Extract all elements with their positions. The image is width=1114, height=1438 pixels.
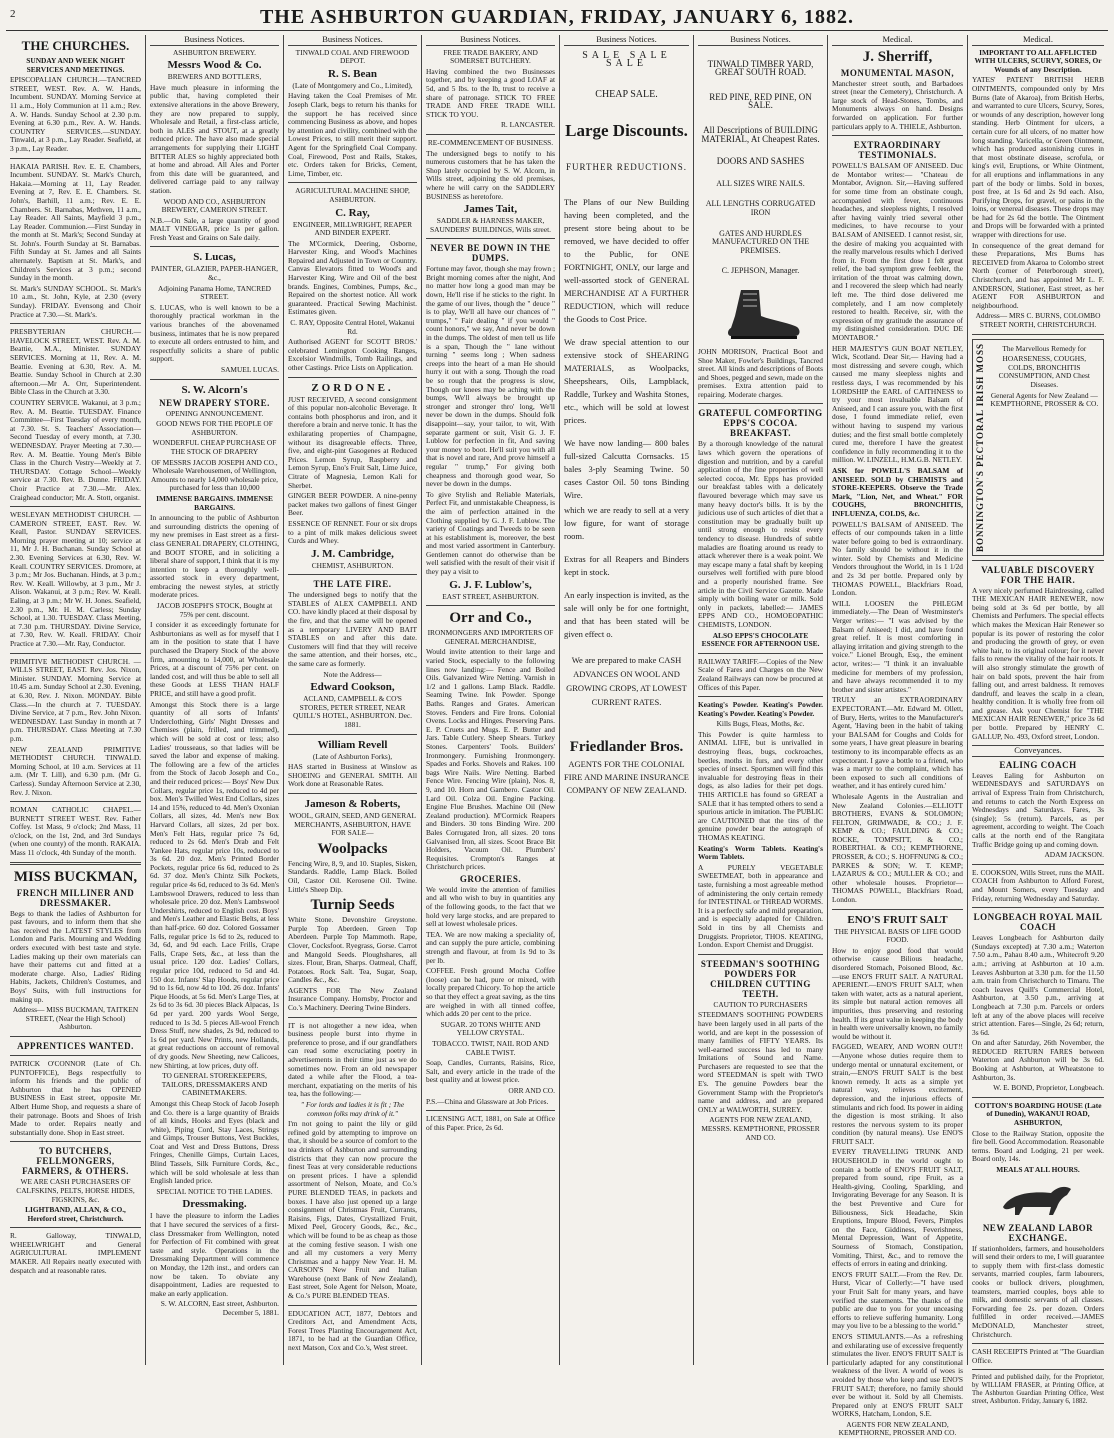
railway-tariff: RAILWAY TARIFF.—Copies of the New Scale of Fares and Charges on the New Zealand Railways can now be procured at Offices of this Paper. <box>698 656 823 692</box>
bonnington-list: HOARSENESS, COUGHS, COLDS, BRONCHITIS CONSUMPTION, AND Chest Diseases. <box>998 354 1090 389</box>
column-heading: Business Notices. <box>288 35 417 46</box>
cookson-note: Note the Address— <box>323 669 382 679</box>
steedman-heading: STEEDMAN'S SOOTHING POWDERS FOR CHILDREN CUTTING TEETH. <box>700 958 821 999</box>
alcorn-signature: S. W. ALCORN, East street, Ashburton. December 5, 1881. <box>160 1299 279 1317</box>
zordone-body: JUST RECEIVED, A second consignment of this popular non-alcoholic Beverage. It contains both phosphorus and iron, and it therefore a brain and nerve tonic. It has the exhilarating properties of Champagne, without its disagreeable effects. Three, five, and eight-pint Gasogenes at Reduced Prices. Lemon Syrup, Raspberry and Lemon Syrup, Eno's Fruit Salt, Lime Juice, Citrate of Magnesia, Lemon Kali for Sherbet. <box>288 394 417 490</box>
lucas-address: Adjoining Panama Home, TANCRED STREET. <box>158 283 271 302</box>
landing-notice: We have now landing— 800 bales full-sized Calcutta Cornsacks. 15 bales 3-ply Seaming Twine. 50 cases Castor Oil. 50 tons Binding Wire. <box>564 437 689 500</box>
bean-body: Having taken the Coal Premises of Mr. Joseph Clark, begs to return his thanks for the support he has received since commencing Business as above, and hopes by attention and civility, combined with the Lowest Prices, to still merit their support. Agent for the Springfield Coal Company. Coal, Firewood, Post and Rails, Stakes, etc. Orders taken for Bricks, Cement, Lime, Timber, etc. <box>288 91 417 178</box>
longbeach-heading: LONGBEACH ROYAL MAIL COACH <box>973 912 1103 933</box>
orr-ps: P.S.—China and Glassware at Job Prices. <box>426 1096 549 1106</box>
hakaia-week-notice: St. Mark's SUNDAY SCHOOL. St. Mark's 10 a.m., St. John, Kyle, at 2.30 (every Sunday). FRIDAY. Evensong and Choir Practice at 7.30.—St. Mark's. <box>10 283 141 319</box>
buckman-title: MISS BUCKMAN, <box>13 868 138 885</box>
advances-notice: We are prepared to make CASH ADVANCES ON WOOL AND GROWING CROPS, AT LOWEST CURRENT RATES. <box>566 654 687 707</box>
lucas-subtitle: PAINTER, GLAZIER, PAPER-HANGER, &c., <box>151 264 278 283</box>
steedman-caution: CAUTION TO PURCHASERS <box>713 999 808 1009</box>
bakery-title: FREE TRADE BAKERY, AND SOMERSET BUTCHERY. <box>443 47 538 66</box>
keating-powder-list: Keating's Powder. Keating's Powder. Keating's Powder. Keating's Powder. <box>698 700 823 718</box>
ealing-heading: EALING COACH <box>999 759 1077 770</box>
labor-exchange-body: If stationholders, farmers, and householders will send their orders to me, I will guarantee to supply them with first-class domestic servants, married couples, farm labourers, cooks or bullock drivers, ploughmen, teamsters, married couples, boys able to milk, and domestic servants of all classes. Forwarding fee 2s. per dozen. Orders fulfilled in order received.—JAMES McDONALD, Manchester street, Christchurch. <box>972 1243 1104 1339</box>
tea-body: IT is not altogether a new idea, when business people burst into rhyme in preference to prose, and if our grandfathers can read some excruciating poetry in advertisements in their time just as we do sometimes now. From an old newspaper dated a while after the Flood, a tea-merchant, expatiating on the merits of his tea, has the following:— <box>288 1020 417 1099</box>
ulcer-heading: IMPORTANT TO ALL AFFLICTED WITH ULCERS, SCURVY, SORES, Or Wounds of any Description. <box>974 47 1102 74</box>
groceries-title: GROCERIES. <box>459 873 522 884</box>
further-reductions: FURTHER REDUCTIONS. <box>566 162 687 173</box>
churches-subtitle: SUNDAY AND WEEK NIGHT SERVICES AND MEETINGS. <box>26 56 125 74</box>
powell-phlegm: WILL LOOSEN the PHLEGM immediately.—The Dean of Westminster's Verger writes:— "I was advised by the Balsam of Aniseed; I did, and have found great relief. It is most comforting in allaying irritation and giving strength to the voice." Lionel Brough, Esq., the eminent actor, writes:— "I think it an invaluable medicine for members of my profession, and have always recommended it to my brother and sister artistes." <box>832 598 963 694</box>
extras-notice: Extras for all Reapers and Binders kept in stock. <box>564 553 689 577</box>
columns <box>6 34 1108 1438</box>
brewery-heading: ASHBURTON BREWERY. <box>172 47 257 57</box>
morison-notice: JOHN MORISON, Practical Boot and Shoe Maker, Fowler's Buildings, Tancred street. All kinds and descriptions of Boots and Shoes, pegged and sewn, made on the premises. Extra attention paid to repairing. Moderate charges. <box>698 346 823 399</box>
woods-title: Messrs Wood & Co. <box>167 59 262 72</box>
sale-banner: SALE SALE SALE <box>582 49 671 70</box>
column-churches <box>6 35 146 1365</box>
sugar-notice: SUGAR. 20 TONS WHITE AND YELLOW CRYSTAL. <box>440 1019 541 1038</box>
boot-illustration <box>719 286 803 342</box>
presbyterian-notice: PRESBYTERIAN CHURCH.—HAVELOCK STREET, WEST. Rev. A. M. Beattie, M.A., Minister. SUNDAY SERVICES. Morning at 11, Rev. A. M. Beattie. Evening at 6.30, Rev. A. M. Beattie. Sunday School in Church at 2.30 afternoon.—Mr A. Orr, Superintendent. Bible Class in the Church at 3.30. <box>10 327 141 397</box>
tinwald-nails: ALL SIZES WIRE NAILS. <box>716 178 805 188</box>
tinwald-doors: DOORS AND SASHES <box>716 156 805 167</box>
soap-notice: Soap, Candles, Currants, Raisins, Rice, Salt, and every article in the trade of the best quality and at lowest price. <box>426 1058 555 1085</box>
tinwald-heading: TINWALD TIMBER YARD, GREAT SOUTH ROAD. <box>707 58 814 78</box>
woods-subtitle: BREWERS AND BOTTLERS, <box>167 72 262 82</box>
lucas-body: S. LUCAS, who is well known to be a thoroughly practical workman in the various branches of the abovenamed business, intimates that he is now prepared to execute all orders entrusted to him, and respectfully solicits a share of public support. <box>150 302 279 364</box>
testimonials-heading: EXTRAORDINARY TESTIMONIALS. <box>853 140 942 161</box>
oconnor-notice: PATRICK O'CONNOR (Late of Ch. PUNTOFFICE), Begs respectfully to inform his friends and the public of Ashburton that he has OPENED BUSINESS in East street, opposite Mr. Albert Hume Shop, and requests a share of their patronage. Boots and Shoes of Irish Made to order. Repairs neatly and substantially done. Shop in East street. <box>10 1058 141 1137</box>
jameson-subtitle: WOOL, GRAIN, SEED, AND GENERAL MERCHANTS, ASHBURTON, HAVE FOR SALE— <box>288 810 417 838</box>
burns-address: Address— MRS C. BURNS, COLOMBO STREET NORTH, CHRISTCHURCH. <box>975 311 1101 329</box>
hair-body: A very nicely perfumed Hairdressing, called THE MEXICAN HAIR RENEWER, now being sold at 3s 6d per bottle, by all Chemists and Perfumers. The special effects which makes the Mexican Hair Renewer so popular is its power of restoring the color and producing the growth of grey, or even white hair, to its original colour; for it never fails to renew the vitality of the hair roots. It will also strongly stimulate the growth of hair on bald spots, prevent the hair from falling out, and arrest baldness. It removes dandruff, and leaves the scalp in a clean, healthy condition. It is wholly free from oil and grease. Ask your Chemist for "THE MEXICAN HAIR RENEWER," price 3s 6d per bottle. Prepared by HENRY C. GALLUP, No. 493, Oxford street, London. <box>972 585 1104 741</box>
revell-subtitle: (Late of Ashburton Forks), <box>312 751 393 761</box>
coffee-notice: COFFEE. Fresh ground Mocha Coffee (loose) can be had, pure or mixed, with locally prepared Chicory. To hop the article so that they effect a great saving, as the tins are weighed in with all tinned coffee, which adds 20 per cent to the price. <box>426 966 555 1019</box>
ginger-beer: GINGER BEER POWDER. A nine-penny packet makes two gallons of finest Ginger Beer. <box>288 491 417 518</box>
powell-wholesale: Wholesale Agents in the Australian and New Zealand Colonies.—ELLIOTT BROTHERS, EVANS & SOLOMON; FELTON, GRIMWADE, & CO.; J. F. KEMP & CO.; FAULDING & CO.; ROCKE, TOMPSITT, & CO.; ROBERTHAL & CO.; KEMPTHORNE, PROSSER, & CO.; S. HOFFNUNG & CO.; PARKES & SON; W. T. KEMP; LAZARUS & CO.; MULLER & CO.; and other wholesale houses. Proprietor—THOMAS POWELL, Blackfriars Road, London. <box>832 791 964 905</box>
dumps-verse: Fortune may favor, though she may frown ; Bright morning comes after the night, And no matter how long a good man may be down, He'll rise if he sticks to the right. In the game of our lives, though the " deuce " is to play, We'll all have our chances of " trumps," " Fair dealing " if you would " count honors," we say, And never be down in the dumps. The oldest of men tell us life is a span, Though the " lane without turning " seems long ; When sadness creeps into the heart of a man He should hurry it out with a song. Though the road be so rough that the progress is slow, Though our knees may be aching with the bumps, We'll always be brought up stronger and stronger thro' long, We'll never be down in the dumps. Should folk disappoint—say, your tailor, to wit, With separate garment or suit, Visit G. J. F. Lublow for perfection in fit, And saving your money to boot. He'll suit you with all that is novel and rare, And prove himself a regular " trump," For giving both cheapness and thorough good wear, So never be down in the dumps. <box>426 264 555 489</box>
column-heading: Business Notices. <box>564 35 689 46</box>
alcorn-wonderful: WONDERFUL CHEAP PURCHASE OF THE STOCK OF DRAPERY <box>152 438 277 456</box>
lucas-signature: SAMUEL LUCAS. <box>220 365 279 374</box>
apprentices-wanted: APPRENTICES WANTED. <box>17 1040 134 1051</box>
steedman-body: STEEDMAN'S SOOTHING POWDERS have been largely used in all parts of the world, and are kept in the possession of many families of FIFTY YEARS. Its well-earned success has led to many Imitations of Sound and Name. Purchasers are requested to see that the word STEEDMAN is spelt with TWO E's. The genuine Powders bear the Government Stamp with the Proprietor's name and address, and are prepared ONLY at WALWORTH, SURREY. <box>698 1010 823 1114</box>
woods-nb: N.B.—On Sale, a large quantity of good MALT VINEGAR, price 1s per gallon. Fresh Yeast and Grains on Sale daily. <box>150 215 279 242</box>
longbeach-body: Leaves Longbeach for Ashburton daily (Sundays excepted) at 7.30 a.m.; Waterton 7.50 a.m., Pahau 8.40 a.m., Whitecroft 9.20 a.m.; arriving at Ashburton at 10 a.m. Leaves Ashburton at 3.30 p.m. for the 11.50 a.m. train from Christchurch to Timaru. The coach leaves Quill's Commercial Hotel, Ashburton, at 3.50 p.m., arriving at Longbeach at 7.30 p.m. Parcels or orders left at any of the above places will receive strict attention. Fares—Single, 2s 6d; return, 3s 6d. <box>972 933 1104 1037</box>
alcorn-immense: IMMENSE BARGAINS. IMMENSE BARGAINS. <box>156 493 273 512</box>
tinwald-materials: All Descriptions of BUILDING MATERIAL, At Cheapest Rates. <box>701 124 820 144</box>
bakery-body: Having combined the two Businesses together, and by keeping a good LOAF at 5d, and 5 lbs. to the lb, trust to receive a share of patronage. STICK TO FREE TRADE AND FREE TRADE WILL STICK TO YOU. <box>426 66 555 119</box>
ealing-body: Leaves Ealing for Ashburton on WEDNESDAYS and SATURDAYS on arrival of Express Train from Christchurch, and returns to catch the North Express on Wednesdays and Saturdays. Fares, 3s (single); 5s (return). Parcels, as per agreement, according to weight. The Coach calls at the north end of the Rangitata Traffic Bridge going up and coming down. <box>972 770 1104 849</box>
alcorn-opening: OPENING ANNOUNCEMENT. <box>165 408 264 418</box>
bond-signature: W. E. BOND, Proprietor, Longbeach. <box>993 1083 1104 1093</box>
labor-exchange-heading: NEW ZEALAND LABOR EXCHANGE. <box>982 1222 1094 1243</box>
horse-illustration <box>993 1179 1083 1219</box>
revell-body: HAS started in Business at Winslow as SHOEING and GENERAL SMITH. All Work done at Reasonable Rates. <box>288 762 417 789</box>
woods-body: Have much pleasure in informing the public that, having completed their extensive alterations in the above Brewery, they are now prepared to supply, Wholesale and Retail, a first-class article, both in ALES and STOUT, at a greatly reduced price. The have also made special arrangements for supplying their LIGHT BITTER ALES so highly appreciated both at home and abroad. All Ales and Porter from this date will be guaranteed, and delivered carriage paid to any railway station. <box>150 82 279 195</box>
longbeach-after: On and after Saturday, 26th November, the REDUCED RETURN FARES between Waterton and Ashburton will be 3s 6d. Booking at Ashburton, at Wheatstone to Ashburton, 3s. <box>972 1038 1104 1082</box>
cash-buyers: WE ARE CASH PURCHASERS OF CALFSKINS, PELTS, HORSE HIDES, FIGSKINS, &c. <box>16 1177 135 1204</box>
powell-linzell: HER MAJESTY'S GUN BOAT NETLEY, Wick, Scotland. Dear Sir,— Having had a most distressing and severe cough, which caused me many sleepless nights and restless days, I was recommended by his LORDSHIP the EARL of CAITHNESS to try your most invaluable Balsam of Aniseed, and I can assure you, with the first dose, I found immediate relief, even without having to suspend my various duties; and the first small bottle completely cured me, therefore I have the greatest confidence in fully recommending it to the million. W. LINZELL, H.M.G.B. NETLEY. <box>832 343 963 465</box>
worm-body: A PURELY VEGETABLE SWEETMEAT, both in appearance and taste, furnishing a most agreeable method of administering the only certain remedy for INTESTINAL or THREAD WORMS. It is a perfectly safe and mild preparation, and is especially adapted for Children. Sold in tins by all Chemists and Druggists. Proprietor, THOS. KEATING, London. Export Chemist and Druggist. <box>698 862 823 950</box>
jameson-title: Jameson & Roberts, <box>304 797 401 810</box>
jameson-agents: AGENTS FOR The New Zealand Insurance Company. Hornsby, Proctor and Co.'s Machinery. Deering Twine Binders. <box>288 985 417 1013</box>
eno-agents: AGENTS FOR NEW ZEALAND, KEMPTHORNE, PROSSER AND CO. <box>838 1419 957 1438</box>
alcorn-good-news: GOOD NEWS FOR THE PEOPLE OF ASHBURTON. <box>156 419 273 437</box>
alcorn-jacob-stock: JACOB JOSEPH'S STOCK, Bought at 75% per cent. discount. <box>156 601 273 619</box>
cash-receipts: CASH RECEIPTS Printed at "The Guardian Office. <box>972 1347 1104 1365</box>
column-heading: Business Notices. <box>426 35 555 46</box>
column-heading: Medical. <box>972 35 1104 46</box>
landing-body: which we are ready to sell at a very low figure, for want of storage room. <box>564 504 689 541</box>
hakaia-notice: HAKAIA PARISH. Rev. E. E. Chambers, Incumbent. SUNDAY. St. Mark's Church, Hakaia.—Morning at 11, Lay Reader. Evening at 7, Rev. E. E. Chambers. St. John's, Barhill, 11 a.m.; Rev. E. E. Chambers. St. Barnabas, Methven, 11 a.m., Lay Reader. All Saints, Mayfield 3 p.m., Lay Reader. Communion.—First Sunday in the month at St. Mark's; Second Sunday at St. John's. Fourth Sunday at St. Barnabas. Fifth Sunday at St. James and all Saints alternately. Baptism at St. Mark's, and Children's Services at 3 p.m.; second Sunday in the month. <box>10 161 141 283</box>
eno-testimonial: ENO'S FRUIT SALT.—From the Rev. Dr. Hurst, Vicar of Collerly:—"I have used your Fruit Salt for many years, and have verified the statements. The thanks of the public are due to you for your unceasing efforts to relieve suffering humanity. Long may you live to be a blessing to the world." <box>832 1269 963 1331</box>
catholic-notice: ROMAN CATHOLIC CHAPEL.—BURNETT STREET WEST. Rev. Father Coffey. 1st Mass, 9 o'clock; 2nd Mass, 11 o'clock, on the 1st, 2nd, and 3rd Sundays (when one county) of the month. RAKAIA. Mass 11 o'clock, 4th Sunday of the month. <box>10 805 141 858</box>
column-business-2 <box>284 35 422 1365</box>
episcopalian-notice: EPISCOPALIAN CHURCH.—TANCRED STREET, WEST. Rev. A. W. Hands, Incumbent. SUNDAY. Morning Service at 11 a.m., Holy Communion at 11 a.m.; Rev. A. W. Hands. Sunday School at 2.30 p.m. Evening at 6.30 p.m., Rev. A. W. Hands. COUNTRY SERVICES.—SUNDAY. Tinwald, at 3 p.m., Lay Reader. Seafield, at 3 p.m., Lay Reader. <box>10 75 141 153</box>
tinwald-gates: GATES AND HURDLES MANUFACTURED ON THE PREMISES. <box>711 228 810 255</box>
cotton-body: Close to the Railway Station, opposite the fire bell. Good Accommodation. Reasonable terms. Board and Lodging, 21 per week. Board only, 14s. <box>972 1128 1104 1164</box>
alcorn-title: S. W. Alcorn's <box>181 383 248 396</box>
sale-body: The Plans of our New Building having been completed, and the present store being about to be removed, we have decided to offer to the Public, for ONE FORTNIGHT, ONLY, our large and well-assorted stock of GENERAL MERCHANDISE AT A FURTHER REDUCTION, which will reduce the Goods to Cost Price. <box>564 196 689 324</box>
sherriff-body: Manchester street south, and Barbadoes street (near the Cemetery), Christchurch. A large stock of Head-Stones, Tombs, and Monuments always on hand. Designs forwarded on application. For further particulars apply to A. THIELE, Ashburton. <box>832 78 963 131</box>
orr-title: Orr and Co., <box>449 610 532 627</box>
meals-notice: MEALS AT ALL HOURS. <box>996 1165 1080 1174</box>
tait-body: The undersigned begs to notify to his numerous customers that he has taken the Shop lately occupied by S. W. Alcorn, in Wills street, adjoining the old premises, where he will carry on the SADDLERY BUSINESS as heretofore. <box>426 148 555 201</box>
buckman-body: Begs to thank the ladies of Ashburton for past favours, and to inform them that she has received the LATEST STYLES from London and Paris. Mourning and Wedding orders executed with best taste and style. Ladies making up their own materials can have their patterns cut and fitted at a moderate charge. Also, Ladies' Riding Habits, Jackets, Children's Costumes, and Boys' Suits, with full instructions for making up. <box>10 908 141 1004</box>
eno-subtitle: THE PHYSICAL BASIS OF LIFE GOOD FOOD. <box>834 926 961 945</box>
late-fire-title: THE LATE FIRE. <box>313 579 392 590</box>
bean-subtitle: (Late of Montgomery and Co., Limited), <box>292 80 413 90</box>
alcorn-body-2: I consider it as exceedingly fortunate for Ashburtonians as well as for myself that I am in the position to state that I have purchased the Drapery Stock of the above firm, amounting to 14,000, at Wholesale Prices, at a discount of 75% per cent. on landed cost, and will thus be able to sell all these Goods at LESS THAN HALF PRICE, and still have a good profit. <box>150 620 279 698</box>
woolpacks-list: Fencing Wire, 8, 9, and 10. Staples, Sisken, Standards. Raddle, Lamp Black. Boiled Oil, Castor Oil. Kerosene Oil. Twine. Little's Sheep Dip. <box>288 858 417 894</box>
column-heading: Business Notices. <box>698 35 823 46</box>
eno-fagged: FAGGED, WEARY, AND WORN OUT!!—Anyone whose duties require them to undergo mental or unnatural excitement, or strain,—ENO'S FRUIT SALT is the best known remedy. It acts as a simple yet natural way, relieves excitement, depression, and the injurious effects of stimulants and rich food. Its power in aiding the digestion is most striking. It also restores the nervous system to its proper condition (by natural means). Use ENO'S FRUIT SALT. <box>832 1042 963 1146</box>
imprint: Printed and published daily, for the Proprietor, by WILLIAM FRASER, at Printing Office, at The Ashburton Guardian Printing Office, West street, Ashburton. Friday, January 6, 1882. <box>972 1374 1104 1406</box>
tailor-heading: TO GENERAL STOREKEEPERS, TAILORS, DRESSMAKERS AND CABINETMAKERS. <box>161 1071 268 1098</box>
page-number: 2 <box>10 8 17 20</box>
cambridge-title: J. M. Cambridge, <box>311 547 394 560</box>
dumps-title: NEVER BE DOWN IN THE DUMPS. <box>430 243 551 264</box>
education-notice: EDUCATION ACT, 1877, Debtors and Creditors Act, and Amendment Acts, Forest Trees Planting Encouragement Act, 1871, to be had at the Guardian Office, next Matson, Cox and Co.'s, West street. <box>288 1308 417 1353</box>
friedlander-title: Friedlander Bros. <box>569 738 684 755</box>
shearing-notice: We draw special attention to our extensive stock of SHEARING MATERIALS, as Woolpacks, Sheepshears, Oils, Lampblack, Raddle, Turkey and Washita Stones, etc., which will be sold at lowest prices. <box>564 336 689 425</box>
masthead <box>6 4 1108 31</box>
inspection-notice: An early inspection is invited, as the sale will only be for one fortnight, and that has been stated will be given effect o. <box>564 589 689 639</box>
powell-expectorant: TRULY an EXTRAORDINARY EXPECTORANT.—Mr. Edward M. Ollett, of Bury, Herts, writes to the Manufacturer's Agent, 'Having been in the habit of taking your BALSAM for Coughs and Colds for some years, I have great pleasure in bearing testimony to its incomparable effects as an expectorant. I gave a bottle to a friend, who was a martyr to the complaint, which has been exposed to such all conditions of weather, and it has entirely cured him.' <box>832 695 963 791</box>
column-medical-1 <box>828 34 968 1438</box>
tea-verse: " For lords and ladies it is fit ; The common folks may drink of it." <box>300 1100 405 1118</box>
orr-subtitle: IRONMONGERS AND IMPORTERS OF GENERAL MERCHANDISE, <box>427 628 554 646</box>
turnip-list: White Stone. Devonshire Greystone. Purple Top Aberdeen. Green Top Aberdeen. Purple Top Mammoth. Rape, Clover, Cocksfoot. Ryegrass, Gorse. Carrot and Mangold Seeds. Ploughshares, all sizes. Flour, Bran, Sharps. Oatmeal, Chaff, Potatoes. Rock Salt. Tea, Sugar, Soap, Candles &c., &c. <box>288 915 417 985</box>
ray-heading: AGRICULTURAL MACHINE SHOP, ASHBURTON. <box>295 186 410 204</box>
yates-body: YATES' PATENT BRITISH HERB OINTMENTS, compounded only by Mrs Burns (late of Akaroa), from British Herbs, and warranted to cure Ulcers, Scurvy, Sores, or wounds of any description, however long standing. Herb Ointment for ulcers, a certain cure for all ulcers, of no matter how long standing. Varicella, or Green Ointment, which has produced astonishing cures in that most obstinate disease, scrofula, or king's evil, Eruptions, or White Ointment, for all eruptions and inflammations in any part of the body or limbs. Sold in boxes, post free, at 1s 6d and 2s 9d each. Also, Purifying Drops, for gravel, or pains in the loins, or venereal diseases. These drops may be had for 2s 6d the bottle. The Ointment and Drops will be forwarded with a printed wrapper with directions for use. <box>972 75 1104 240</box>
rennet: ESSENCE OF RENNET. Four or six drops to a pint of milk makes delicious sweet Curds and Whey. <box>288 518 417 546</box>
column-business-3 <box>422 35 560 1365</box>
column-business-4 <box>560 35 694 1365</box>
dressmaking-title: Dressmaking. <box>182 1198 247 1211</box>
tailor-body: Amongst this Cheap Stock of Jacob Joseph and Co. there is a large quantity of Braids of all kinds, Hooks and Eyes (black and white), Piping Cord, Stay Laces, Strings and Gimps, Trouser Buttons, Vest Buckles, Coat and Vest and Dress Buttons, Dress Fringes, Chenille Gimps, Curtain Laces, Blind Tassels, Silk Furniture Cords, &c., which will be sold wholesale at less than English landed price. <box>150 1098 279 1186</box>
cookson-subtitle: ACLAND, CAMPBELL & CO'S STORES, PETER STREET, NEAR QUILL'S HOTEL, ASHBURTON. Dec. 1881. <box>293 694 412 729</box>
bonnington-vertical: BONNINGTON'S PECTORAL IRISH MOSS <box>975 342 985 552</box>
zordone-title: ZORDONE. <box>311 381 394 394</box>
column-medical-2 <box>968 34 1108 1406</box>
tea-notice: TEA. We are now making a speciality of, and can supply the pure article, combining strength and flavour, at from 1s 9d to 3s per lb. <box>426 929 555 965</box>
lublow-title: G. J. F. Lublow's, <box>449 578 532 591</box>
keating-body: This Powder is quite harmless to ANIMAL LIFE, but is unrivalled in destroying fleas, bugs, cockroaches, beetles, moths in furs, and every other species of insect. Sportsmen will find this invaluable for destroying fleas in their dogs, as also ladies for their pet dogs. THIS ARTICLE has found so GREAT a SALE that it has tempted others to send a spurious article in imitation. The PUBLIC are CAUTIONED that the tins of the genuine powder bear the autograph of THOMAS KEATING. <box>698 729 823 842</box>
primitive-country-notice: NEW ZEALAND PRIMITIVE METHODIST CHURCH. TINWALD. Morning School, at 10 a.m. Services at 11 a.m. (Mr T. Lill), and 6.30 p.m. (Mr G. Carless). Sunday Afternoon Service at 2.30, Rev. J. Nixon. <box>10 744 141 797</box>
special-notice: SPECIAL NOTICE TO THE LADIES. <box>156 1186 273 1196</box>
cheap-sale: CHEAP SALE. <box>595 88 658 100</box>
alcorn-body: In announcing to the public of Ashburton and surrounding districts the opening of my new premises in East street as a first-class GENERAL DRAPERY, CLOTHING, and BOOT STORE, and in soliciting a liberal share of support, I think that it is my intention to keep a thoroughly well-assorted stock in every department, embracing the newest styles, at strictly moderate prices. <box>150 513 279 600</box>
keating-worm: Keating's Worm Tablets. Keating's Worm Tablets. <box>698 843 823 862</box>
bean-title: R. S. Bean <box>328 67 377 80</box>
tinwald-iron: ALL LENGTHS CORRUGATED IRON <box>705 199 816 217</box>
cocoa-heading: GRATEFUL COMFORTING EPPS'S COCOA. BREAKFAST. <box>698 408 823 439</box>
orr-signature: ORR AND CO. <box>508 1085 555 1095</box>
column-heading: Business Notices. <box>150 35 279 46</box>
column-heading: Medical. <box>832 35 963 46</box>
adam-jackson: ADAM JACKSON. <box>1044 850 1104 860</box>
cookson-title: Edward Cookson, <box>310 681 395 694</box>
orr-body: Would invite attention to their large and varied Stock, especially to the following lines now landing:— Fence and Boiled Oils. Galvanized Wire Netting. Varnish in 1/2 and 1 gallons. Lamp Black. Raddle. Seaming Twine. Ink Powder. Sponge Baths. Ranges and Grates. American Stoves. Fenders and Fire Irons. Colonial Ovens. Locks and Hinges. Preserving Pans. E. P. Cruets and Mugs. E. P. Butter and Jars. Table Cutlery. Sheep Shears. Turkey Stones. Carpenters' Tools. Builders' Ironmongery. Furnishing Ironmongery. Spades and Forks. Shovels and Rakes. 100 bags Wire Nails. Wire Netting. Barbed Fence Wire. Fencing Wire (plain), Nos. 8, 9, and 10. Horn and Gambero. Castor Oil. Lard Oil. Colza Oil. Engine Packing. Engine Flue Brushes. Machine Oil (New Zealand production). M'Cormick Reapers and Binders. 30 tons Binding Wire. 200 Bales Corrugated Iron, all sizes. 20 tons Galvanised Iron, all sizes. Scoot Brace Bit Holders, Vacuum Oil. Plumbers' Requisites. Crompton's Ranges at Christchurch prices. <box>426 647 555 872</box>
woolpacks-title: Woolpacks <box>317 840 388 857</box>
yates-agent: In consequence of the great demand for these Preparations, Mrs Burns has RECEIVED from Akaroa to Colombo street North (corner of Peterborough street), Christchurch, and has appointed Mr L. F. ANDERSON, Stationer, East street, as her AGENT FOR ASHBURTON and neighbourhood. <box>972 240 1104 310</box>
conveyances-heading: Conveyances. <box>972 745 1104 757</box>
bean-heading: TINWALD COAL AND FIREWOOD DEPOT. <box>295 47 410 66</box>
tea-body-2: I'm not going to paint the lily or gild refined gold by attempting to improve on that, it should be a source of comfort to the tea drinkers of Ashburton and surrounding districts that they can now procure the finest Teas at very considerable reductions on present prices. I have a splendid assortment of Nelson, Moate, and Co.'s PURE BLENDED TEAS, in packets and boxes. I have also just opened up a large consignment of Christmas Fruit, Currants, Raisins, Figs, Dates, Crystallized Fruit, Mixed Peel, Grocery Goods, &c., &c., which will be found to be as cheap as those at the coming festive season. I wish one and all my customers a very Merry Christmas and a happy New Year. H. M. CARSON'S New Fruit and Italian Warehouse (next Bank of New Zealand), East street, Sole Agent for Nelson, Moate, & Co.'s PURE BLENDED TEAS. <box>288 1119 417 1301</box>
ray-signature: C. RAY, Opposite Central Hotel, Wakanui Rd. <box>290 318 415 336</box>
cambridge-subtitle: CHEMIST, ASHBURTON. <box>311 560 394 570</box>
butchers-heading: TO BUTCHERS, FELLMONGERS, FARMERS, & OTHERS. <box>22 1146 129 1177</box>
lublow-subtitle: EAST STREET, ASHBURTON. <box>442 591 539 601</box>
lucas-title: S. Lucas, <box>193 251 236 264</box>
dressmaking-body: I have the pleasure to inform the Ladies that I have secured the services of a first-class Dressmaker from Wellington, noted for Perfection of Fit combined with great taste and style. Operations in the Dressmaking Department will commence on Monday, the 12th inst., and orders can now be taken. To obviate any disappointment, Ladies are requested to make an early application. <box>150 1211 279 1298</box>
eno-heading: ENO'S FRUIT SALT <box>847 913 948 926</box>
eno-trunk: EVERY TRAVELLING TRUNK AND HOUSEHOLD in the world ought to contain a bottle of ENO'S FRUIT SALT, prepared from sound, ripe Fruit, as a Health-giving, Cooling, Sparkling, and Invigorating Beverage for any Season. It is the best Preventive and Cure for Biliousness, Sick Headache, Skin Eruptions, Impure Blood, Fevers, Pimples on the Face, Giddiness, Feverishness, Mental Depression, Want of Appetite, Sourness of Stomach, Constipation, Vomiting, Thirst, &c., and to remove the effects of errors in eating and drinking. <box>832 1147 963 1269</box>
woods-signature: WOOD AND CO., ASHBURTON BREWERY, CAMERON STREET. <box>161 196 268 215</box>
galloway-notice: R. Galloway, TINWALD, WHEELWRIGHT and General AGRICULTURAL IMPLEMENT MAKER. All Repairs neatly executed with despatch and at reasonable rates. <box>10 1231 141 1275</box>
eno-stimulants: ENO'S STIMULANTS.—As a refreshing and exhilarating use of excessive frequently stimulates the liver. ENO'S FRUIT SALT is particularly adapted for any constitutional weakness of the liver. A world of woes is avoided by those who keep and use ENO'S FRUIT SALT; therefore, no family should ever be without it. Sold by all Chemists. Prepared only at ENO'S FRUIT SALT WORKS, Hatcham, London, S.E. <box>832 1331 963 1419</box>
wesleyan-notice: WESLEYAN METHODIST CHURCH. —CAMERON STREET, EAST. Rev. W. Keall, Pastor. SUNDAY SERVICES. Morning prayer meeting at 10; service at 11, Mr J. H. Buchanan. Sunday School at 2.30. Evening Services at 6.30, Rev. W. Keall. COUNTRY SERVICES. Dromore, at 3 p.m.; Mr Jos. Buchanan. Hinds, at 3 p.m.; Rev. W. Keall. Willowby, at 3 p.m., Mr J. Alison. Wakanui, at 3 p.m.; Rev. W. Keall. Ealing, at 3 p.m.; Mr W. H. Jones. Seafield, 2.30 p.m., Mr. H. M. Carless; Sunday School, at 1.30. TUESDAY. Class Meeting, at 7.30 p.m. THURSDAY. Divine Service, at 7.30, Rev. W. Keall. FRIDAY. Choir Practice at 7.30.—Mr. Ray, Conductor. <box>10 510 141 648</box>
tait-heading: RE-COMMENCEMENT OF BUSINESS. <box>427 137 554 147</box>
tobacco-notice: TOBACCO. TWIST, NAIL ROD AND CABLE TWIST. <box>432 1038 549 1057</box>
bonnington-title: The Marvellous Remedy for <box>1002 343 1087 353</box>
groceries-body: We would invite the attention of families and all who wish to buy in quantities any of the following goods, to the fact that we hold very large stocks, and are prepared to sell at lowest wholesale prices. <box>426 884 555 929</box>
lightband-notice: LIGHTBAND, ALLAN, & CO., Hereford street, Christchurch. <box>25 1205 126 1223</box>
ray-body: The M'Cormick, Deering, Osborne, Harvester King, and Wood's Machines Repaired and Adjusted in Town or Country. Canvas Elevators fitted to Wood's and Harvester King. Wire and Oil of the best brands. Engines, Combines, Pumps, &c., Repaired on the shortest notice. All work guaranteed. Practical Sewing Machinist. Estimates given. <box>288 238 417 317</box>
masthead-title: THE ASHBURTON GUARDIAN, FRIDAY, JANUARY 6, 1882. <box>259 5 855 28</box>
tinwald-pine: RED PINE, RED PINE, ON SALE. <box>709 91 812 111</box>
hair-heading: VALUABLE DISCOVERY FOR THE HAIR. <box>981 564 1095 585</box>
turnip-title: Turnip Seeds <box>310 897 395 914</box>
bonnington-ad <box>972 339 1104 556</box>
ray-subtitle: ENGINEER, MILLWRIGHT, REAPER AND BINDER EXPERT. <box>292 219 413 238</box>
ray-agent: Authorised AGENT for SCOTT BROS.' celebrated Lemington Cooking Ranges, Excelsior Windmills, Tomb Railings, and other Castings. Price Lists on Application. <box>288 337 417 372</box>
licensing-notice: LICENSING ACT, 1881, on Sale at Office of this Paper. Price, 2s 6d. <box>426 1114 555 1132</box>
column-business-5 <box>694 35 828 1365</box>
powell-duc: POWELL'S BALSAM OF ANISEED. Duc de Montabor writes:— "Chateau de Montabor, Avignon. Sir,—Having suffered for some time from an obstinate cough, accompanied with fever, continuous headaches, and sleepless nights, I resolved after having vainly tried several other medicines, to have recourse to your BALSAM of ANISEED. I cannot resist, sir, the desire of making you acquainted with the really marvelous results which I derived from it. From the first dose I felt great relief, the bad symptom grew feebler, the irritation of the throat was calming down, and I recovered the sleep which had nearly left me. The third dose delivered me completely, and I am now completely restored to health. Receive, sir, with the expression of my gratitude the assurance of my distinguished consideration. DUC DE MONTABOR." <box>832 161 963 343</box>
large-discounts: Large Discounts. <box>565 121 688 141</box>
late-fire-body: The undersigned begs to notify that the STABLES of ALEX CAMPBELL AND CO. have kindly placed at their disposal by the fire, and that the same will be opened as a temporary LIVERY AND BAIT STABLES on and after this date. Customers will find that they will receive the same attention, and their horses, etc., the same care as formerly. <box>288 590 417 669</box>
lublow-body: To give Stylish and Reliable Materials, Perfect Fit, and unmistakable Cheapness, is the aim of perfection attained in the Clothing supplied by G. J. F. Lublow. The variety of Coatings and Tweeds to be seen at his establishment is, moreover, the best and most varied assortment in Canterbury. Gentlemen cannot do otherwise than be well satisfied with the result of their visit if they pay a visit to <box>426 489 555 577</box>
churches-title: THE CHURCHES. <box>21 38 130 53</box>
sherriff-title: J. Sherriff, <box>862 48 933 65</box>
cookson-mail: E. COOKSON, Wills Street, runs the MAIL COACH from Ashburton to Alford Forest, and Mount Somers, every Tuesday and Friday, returning Wednesday and Saturday. <box>972 867 1104 903</box>
epps-chocolate: ALSO EPPS'S CHOCOLATE ESSENCE FOR AFTERNOON USE. <box>701 630 820 649</box>
keating-kills: Kills Bugs, Fleas, Moths, &c. <box>716 719 805 729</box>
friedlander-body: AGENTS FOR THE COLONIAL FIRE AND MARINE INSURANCE COMPANY OF NEW ZEALAND. <box>564 758 689 795</box>
sherriff-subtitle: MONUMENTAL MASON, <box>840 67 955 78</box>
powell-effects: POWELL'S BALSAM of ANISEED. The effects of our compounds taken in a little water before going to bed is extraordinary. No family should be without it in the winter. Sold by Chemists and Medicine Vendors throughout the World, in 1s 1 1/2d and 2s 3d per bottle. Prepared only by THOMAS POWELL, Blackfriars Road, London. <box>832 519 963 598</box>
eno-body: How to enjoy good food that would otherwise cause Bilious headache, disordered Stomach, Poisoned Blood, &c.—use ENO'S FRUIT SALT. A NATURAL APERIENT.—ENO'S FRUIT SALT, when taken with water, acts as a natural aperient, its simple but natural action removes all impurities, thus preserving and restoring health. If its great value in keeping the body in health were universally known, no family would be without it. <box>832 945 963 1041</box>
cotton-heading: COTTON'S BOARDING HOUSE (Late of Dunedin), WAKANUI ROAD, ASHBURTON, <box>974 1100 1102 1128</box>
alcorn-subtitle: NEW DRAPERY STORE. <box>159 397 270 408</box>
bonnington-agents: General Agents for New Zealand — KEMPTHORNE, PROSSER & CO. <box>990 390 1099 409</box>
powell-forms: ASK for POWELL'S BALSAM of ANISEED. SOLD by CHEMISTS and STORE-KEEPERS. Observe the Trade Mark, "Lion, Net, and Wheat." FOR COUGHS, BRONCHITIS, INFLUENZA, COLDS, &c. <box>832 465 963 518</box>
revell-title: William Revell <box>317 738 388 751</box>
column-business-1 <box>146 35 284 1365</box>
lancaster: R. LANCASTER. <box>501 120 555 130</box>
jephson-signature: C. JEPHSON, Manager. <box>721 266 800 276</box>
primitive-notice: PRIMITIVE METHODIST CHURCH. —WILLS STREET, EAST. Rev. Jos. Nixon, Minister. SUNDAY. Morning Service at 10.45 a.m. Sunday School at 2.30. Evening, at 6.30, Rev. J. Nixon. MONDAY. Bible Class.—In the church at 7. TUESDAY. Divine Service, at 7 p.m., Rev. John Nixon. WEDNESDAY. Last Sunday in month at 7 p.m. THURSDAY. Class Meeting at 7.30 p.m. <box>10 656 141 743</box>
buckman-address: Address— MISS BUCKMAN, TAITKEN STREET, (Near the High School) Ashburton. <box>12 1005 139 1032</box>
alcorn-messrs: OF MESSRS JACOB JOSEPH AND CO., Wholesale Warehousemen, of Wellington, Amounts to nearly 14,000 wholesale price, purchased for less than 10,000 <box>150 457 279 493</box>
cocoa-body: By a thorough knowledge of the natural laws which govern the operations of digestion and nutrition, and by a careful application of the fine properties of well selected cocoa, Mr. Epps has provided our breakfast tables with a delicately flavoured beverage which may save us many heavy doctor's bills. It is by the judicious use of such articles of diet that a constitution may be gradually built up until strong enough to resist every tendency to disease. Hundreds of subtle maladies are floating around us ready to attack wherever there is a weak point. We may escape many a fatal shaft by keeping ourselves well fortified with pure blood and a properly nourished frame. See article in the Civil Service Gazette. Made simply with boiling water or milk. Sold only in packets, labelled:— JAMES EPPS AND CO., HOMOEOPATHIC CHEMISTS, LONDON. <box>698 439 823 629</box>
alcorn-price-list: Amongst this Stock there is a large quantity of all sorts of Infants' Underclothing, Girls' Night Dresses and Chemises (plain, frilled, and trimmed), which will be sold at cost or less; also Ladies' trousseaus, so that ladies will be saved the labor and expense of making. The following are a few of the articles from the Stock of Jacob Joseph and Co., and their reduced prices:— Boys' New Dux Collars, regular price 1s, reduced to 4d per box. Men's Twilled West End Collars, sizes 14 and 15%, reduced to 4d. Men's Oxonian Collars, all sizes, 4d. Men's new Box Harvard Collars, all sizes, 2d per box. Men's Felt Hats, regular price 7s 6d, reduced to 2s 6d. Men's Drab and Felt Yankee Hats, regular price 10s, reduced to 3s 6d. 20 doz. Men's Printed Border Pockets, regular price 6s 6d, reduced to 2s 6d. 37 doz. Men's Chintz Silk Pockets, regular price 4s 6d, reduced to 3s 6d. Men's Lambswool Drawers, reduced to less than wholesale price. 20 doz. Men's Lambswool Undershirts, reduced to English cost. Boys' and Men's Leather and Elastic Belts, at less than half-price. 60 doz. Colored Gossamer Falls, regular price 1s 6d to 2s, reduced to 3d, 6d, and 9d each. Lace Frills, Crape Falls, Crape Sets, &c., at less than the usual price. 120 doz. Ladies' Collars, regular price 10d, reduced to 5d and 4d. 150 doz. Infants' Slap Hoods, regular price 9d to 1s 6d, now 4d to 10d. 26 doz. Infants' Pique Hoods, at 5s 6d. Men's Large Ties, at 2s 6d to 3s 6d. 30 pieces Black Alpacas, 1s 6d per yard. 200 yards Wool Serge, reduced to 1s 3d. 5 pieces All-wool French Dress Stuff, new shades, 2s 9d, reduced to 1s 6d per yard. New Prints, new Hollands, at great reductions on account of removal of dry goods. New Sheeting, new Calicoes, new Shirting, at low prices, duty off. <box>150 699 279 1070</box>
presbyterian-country-notice: COUNTRY SERVICE. Wakanui, at 3 p.m.; Rev. A. M. Beattie. TUESDAY. Finance Committee—First Tuesday of every month, at 7.30. St. S. Teachers' Association—Second Tuesday of every month, at 7.30. WEDNESDAY. Prayer Meeting at 7.30.—Rev. A. M. Beattie. Young Men's Bible Class in the Church Vestry—Weekly at 7. THURSDAY. Cottage School—Weekly service at 7.30. Rev. B. Dunne. FRIDAY. Choir Practice at 7.30.—Mr. Alex. Craighead conductor; Mr. A. Stott, organist. <box>10 397 141 502</box>
buckman-subtitle: FRENCH MILLINER AND DRESSMAKER. <box>16 887 135 908</box>
tait-subtitle: SADDLER & HARNESS MAKER, SAUNDERS' BUILDINGS, Wills street. <box>430 216 551 234</box>
tait-title: James Tait, <box>463 203 518 216</box>
ray-title: C. Ray, <box>335 206 370 219</box>
nz-agents: AGENTS FOR NEW ZEALAND, MESSRS. KEMPTHORNE, PROSSER AND CO. <box>701 1115 820 1142</box>
